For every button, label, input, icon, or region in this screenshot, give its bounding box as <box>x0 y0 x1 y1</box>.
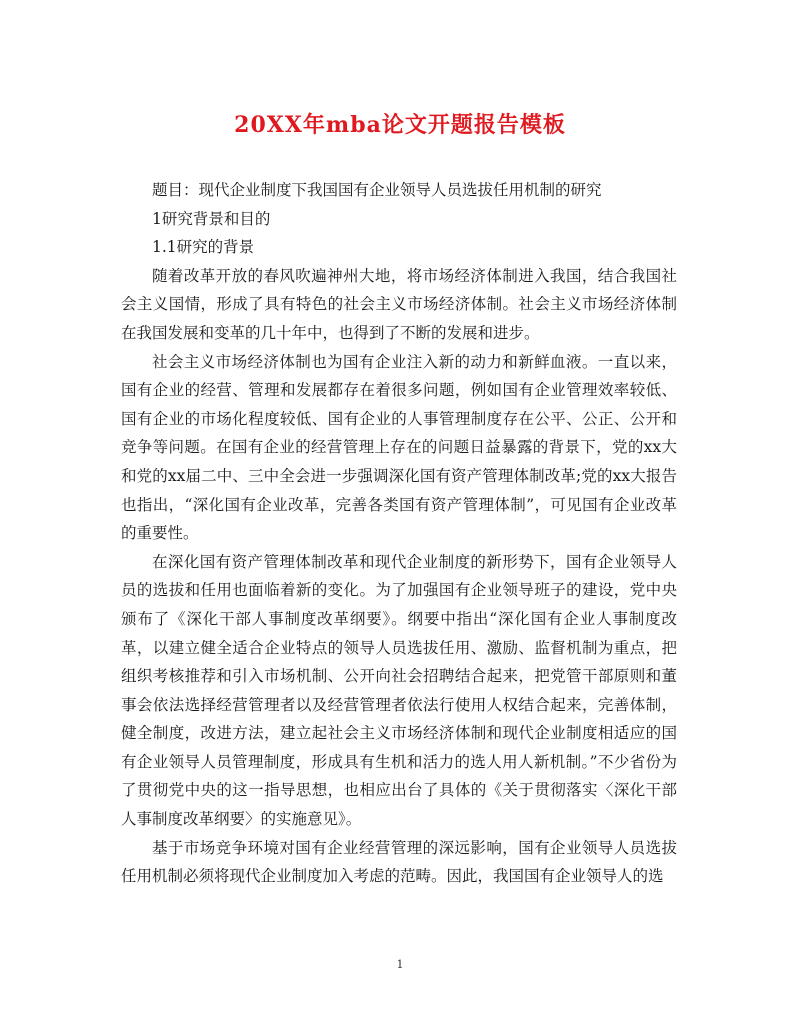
topic-paragraph: 题目：现代企业制度下我国国有企业领导人员选拔任用机制的研究 <box>152 181 602 199</box>
page-number: 1 <box>396 958 404 971</box>
section-heading: 1研究背景和目的 <box>152 209 271 228</box>
body-paragraph: 社会主义市场经济体制也为国有企业注入新的动力和新鲜血液。一直以来，国有企业的经营、管理和发展都存在着很多问题，例如国有企业管理效率较低、国有企业的市场化程度较低、国有企业的人事管理制度存在公平、公正、公开和竞争等问题。在国有企业的经营管理上存在的问题日益暴露的背景下，党的xx大和党的xx届二中、三中全会进一步强调深化国有资产管理体制改革;党的xx大报告也指出，“深化国有企业改革，完善各类国有资产管理体制”，可见国有企业改革的重要性。 <box>121 352 677 543</box>
subsection-heading: 1.1研究的背景 <box>152 238 255 257</box>
body-paragraph: 在深化国有资产管理体制改革和现代企业制度的新形势下，国有企业领导人员的选拔和任用也面临着新的变化。为了加强国有企业领导班子的建设，党中央颁布了《深化干部人事制度改革纲要》。纲要中指出“深化国有企业人事制度改革，以建立健全适合企业特点的领导人员选拔任用、激励、监督机制为重点，把组织考核推荐和引入市场机制、公开向社会招聘结合起来，把党管干部原则和董事会依法选择经营管理者以及经营管理者依法行使用人权结合起来，完善体制，健全制度，改进方法，建立起社会主义市场经济体制和现代企业制度相适应的国有企业领导人员管理制度，形成具有生机和活力的选人用人新机制。”不少省份为了贯彻党中央的这一指导思想，也相应出台了具体的《关于贯彻落实〈深化干部人事制度改革纲要〉的实施意见》。 <box>121 552 677 829</box>
document-body <box>121 176 677 891</box>
document-title: 20XX年mba论文开题报告模板 <box>234 112 566 138</box>
body-paragraph: 随着改革开放的春风吹遍神州大地，将市场经济体制进入我国，结合我国社会主义国情，形成了具有特色的社会主义市场经济体制。社会主义市场经济体制在我国发展和变革的几十年中，也得到了不断的发展和进步。 <box>121 266 677 342</box>
body-paragraph: 基于市场竞争环境对国有企业经营管理的深远影响，国有企业领导人员选拔任用机制必须将现代企业制度加入考虑的范畴。因此，我国国有企业领导人的选 <box>121 838 677 886</box>
